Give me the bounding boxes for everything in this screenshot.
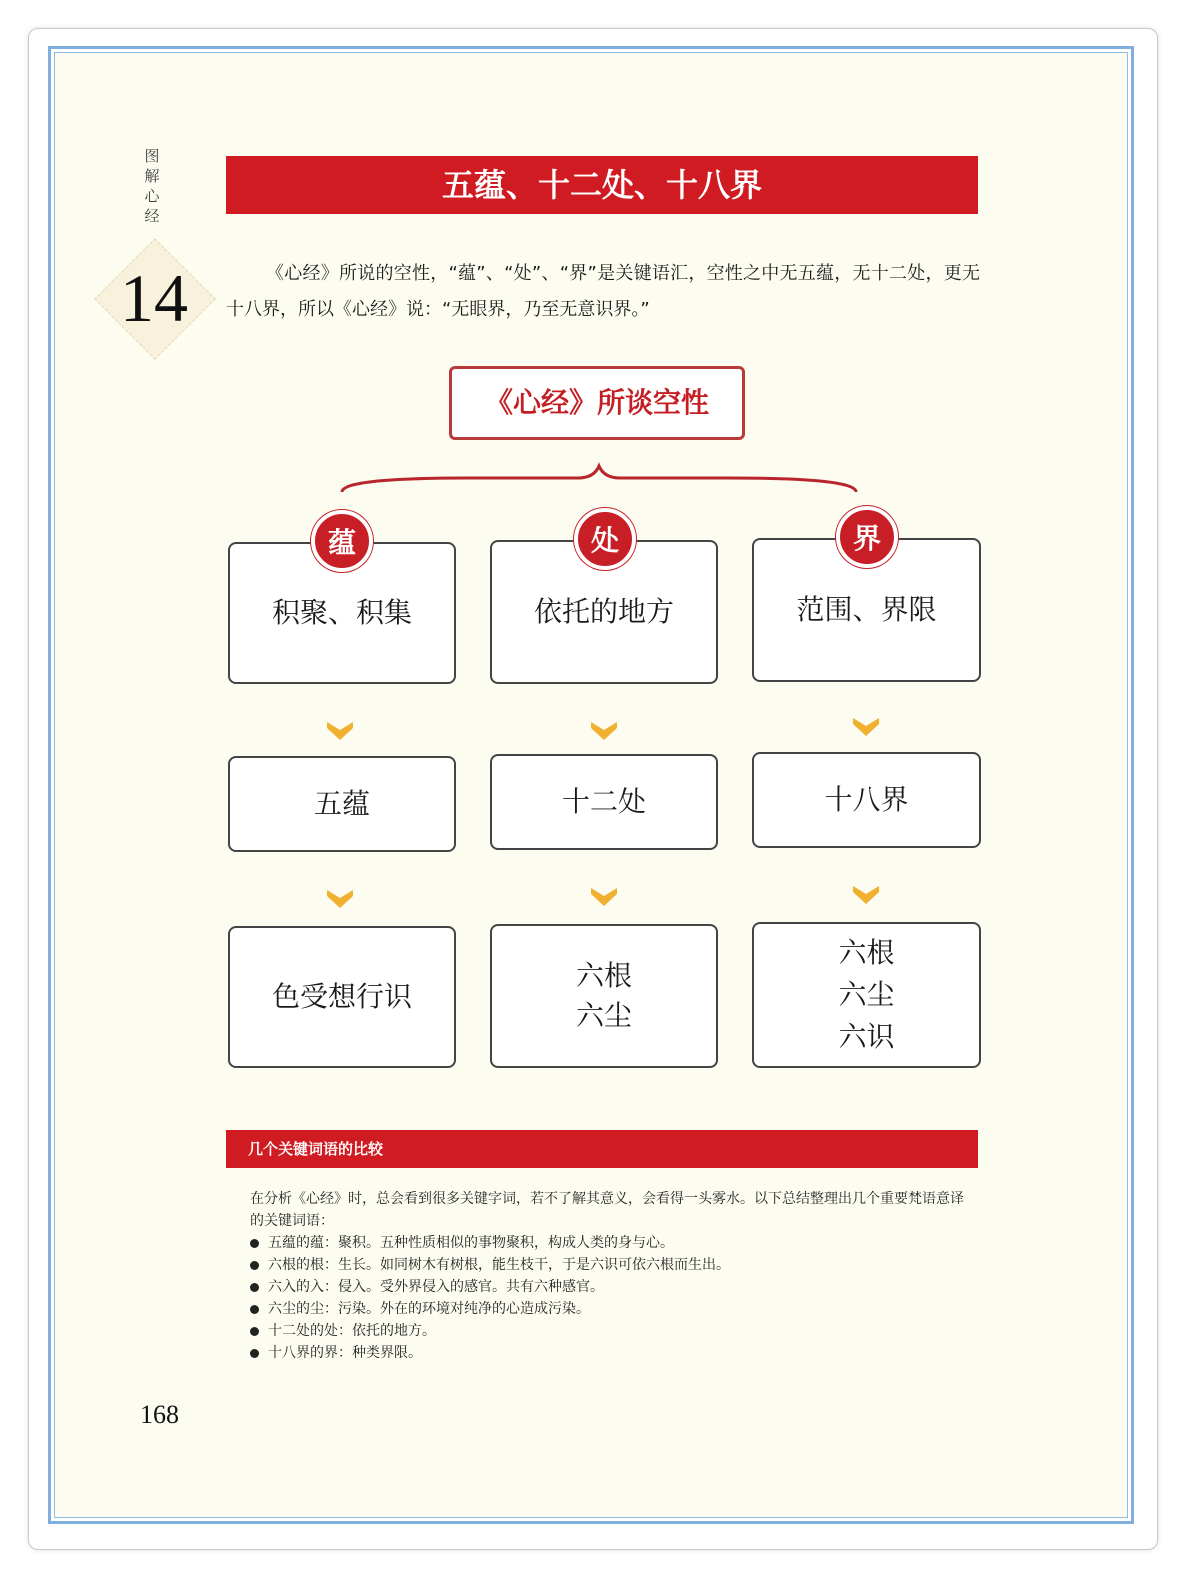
key-term-list [250,1232,970,1364]
curly-brace-icon [338,462,860,496]
list-item: 十二处的处：依托的地方。 [250,1320,970,1342]
page-number: 168 [140,1400,179,1429]
chapter-number: 14 [120,260,188,336]
intro-paragraph: 《心经》所说的空性，“蕴”、“处”、“界”是关键语汇，空性之中无五蕴，无十二处，更无十八界，所以《心经》说：“无眼界，乃至无意识界。” [226,263,980,320]
section-notes [250,1188,970,1364]
section-heading: 几个关键词语的比较 [226,1130,978,1168]
diagram-root-box: 《心经》所谈空性 [449,366,745,440]
term-box-wuyun: 五蕴 [228,756,456,852]
meaning-box-jie: 范围、界限 [752,538,981,682]
section-intro: 在分析《心经》时，总会看到很多关键字词，若不了解其意义，会看得一头雾水。以下总结整理出几个重要梵语意译的关键词语： [250,1191,964,1229]
page-title: 五蕴、十二处、十八界 [226,156,978,214]
down-arrow-icon [327,722,353,740]
badge-chu: 处 [574,508,636,570]
down-arrow-icon [853,718,879,736]
list-item: 六入的入：侵入。受外界侵入的感官。共有六种感官。 [250,1276,970,1298]
detail-box-shibajie: 六根 六尘 六识 [752,922,981,1068]
meaning-box-yun: 积聚、积集 [228,542,456,684]
down-arrow-icon [853,886,879,904]
list-item: 五蕴的蕴：聚积。五种性质相似的事物聚积，构成人类的身与心。 [250,1232,970,1254]
meaning-box-chu: 依托的地方 [490,540,718,684]
term-box-shibajie: 十八界 [752,752,981,848]
term-box-shierchu: 十二处 [490,754,718,850]
down-arrow-icon [591,722,617,740]
list-item: 十八界的界：种类界限。 [250,1342,970,1364]
list-item: 六尘的尘：污染。外在的环境对纯净的心造成污染。 [250,1298,970,1320]
down-arrow-icon [591,888,617,906]
list-item: 六根的根：生长。如同树木有树根，能生枝干，于是六识可依六根而生出。 [250,1254,970,1276]
badge-jie: 界 [836,506,898,568]
badge-yun: 蕴 [311,510,373,572]
vertical-book-title: 图解心经 [144,147,160,225]
down-arrow-icon [327,890,353,908]
detail-box-shierchu: 六根 六尘 [490,924,718,1068]
detail-box-wuyun: 色受想行识 [228,926,456,1068]
